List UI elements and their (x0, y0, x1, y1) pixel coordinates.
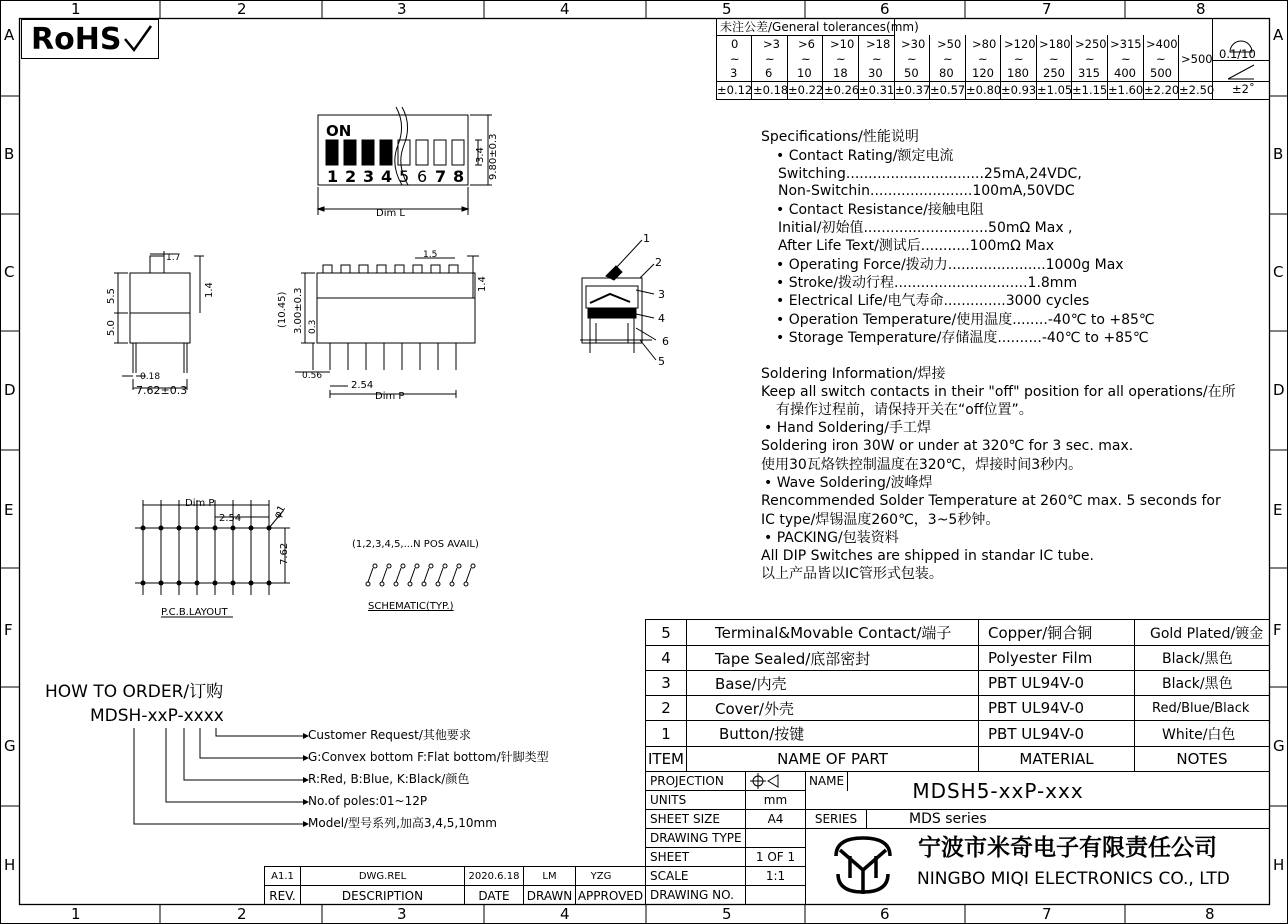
dim-label: 7.62±0.3 (136, 384, 188, 397)
soldering-line: Keep all switch contacts in their "off" position for all operations/在所 (761, 384, 1236, 400)
order-code: MDSH-xxP-xxxx (90, 706, 224, 726)
order-option: R:Red, B:Blue, K:Black/颜色 (308, 772, 470, 786)
dim-label: 5.0 (106, 320, 117, 336)
bom-material: Polyester Film (988, 649, 1093, 667)
rev-drawn: LM (542, 870, 557, 882)
bom-part-name: Terminal&Movable Contact/端子 (715, 624, 952, 642)
scale-label: SCALE (650, 869, 689, 883)
spec-line: • Contact Rating/额定电流 (776, 148, 954, 164)
bom-material: PBT UL94V-0 (988, 699, 1085, 717)
bom-item: 4 (661, 649, 671, 667)
section-callout: 1 (643, 232, 650, 245)
soldering-line: IC type/焊锡温度260℃，3~5秒钟。 (761, 512, 1000, 528)
tol-low: >50 (937, 37, 962, 51)
drawn-header: DRAWN (526, 888, 573, 903)
section-callout: 6 (662, 335, 669, 348)
scale-value: 1:1 (765, 869, 786, 883)
section-callout: 4 (658, 312, 665, 325)
tol-high: 50 (904, 66, 919, 80)
frame-col-label: 5 (722, 0, 732, 18)
company-name-en: NINGBO MIQI ELECTRONICS CO., LTD (917, 869, 1230, 889)
soldering-line: Soldering iron 30W or under at 320℃ for 3 sec. max. (761, 438, 1134, 454)
frame-col-label: 3 (397, 0, 407, 18)
switch-number: 8 (453, 167, 465, 186)
bom-notes: Black/黑色 (1162, 651, 1233, 667)
tol-value: ±0.80 (966, 83, 1002, 97)
dim-label: (10.45) (277, 291, 288, 328)
tol-low: >18 (866, 37, 891, 51)
bom-header-name: NAME OF PART (777, 750, 888, 768)
spec-line: • Operation Temperature/使用温度........-40℃ to +85℃ (776, 312, 1155, 328)
tol-high: 18 (833, 66, 848, 80)
bom-part-name: Cover/外壳 (715, 699, 794, 718)
soldering-line: • Hand Soldering/手工焊 (764, 420, 931, 436)
tol-value: ±2.50 (1179, 83, 1215, 97)
rev-date: 2020.6.18 (468, 870, 520, 882)
tol-value: ±0.31 (859, 83, 895, 97)
frame-row-label: F (4, 621, 13, 639)
sheet-size-value: A4 (767, 812, 784, 826)
order-option: No.of poles:01~12P (308, 794, 428, 808)
schematic-label: SCHEMATIC(TYP.) (368, 601, 454, 612)
description-header: DESCRIPTION (341, 888, 424, 903)
frame-col-label: 3 (397, 905, 407, 923)
series-value: MDS series (909, 811, 987, 827)
switch-number: 6 (417, 167, 428, 186)
frame-col-label: 6 (880, 0, 890, 18)
tol-value: ±0.18 (753, 83, 789, 97)
soldering-line: • PACKING/包装资料 (764, 530, 899, 546)
rohs-label: RoHS (31, 22, 122, 57)
tol-tilde: ~ (1014, 52, 1024, 66)
company-name-cn: 宁波市米奇电子有限责任公司 (918, 835, 1217, 861)
tol-tilde: ~ (1156, 52, 1166, 66)
tol-high: 180 (1007, 66, 1029, 80)
tol-low: >315 (1110, 37, 1142, 51)
dim-label: 9.80±0.3 (488, 133, 499, 180)
switch-number: 7 (435, 167, 447, 186)
tol-low: >30 (901, 37, 926, 51)
part-name-value: MDSH5-xxP-xxx (912, 778, 1084, 803)
frame-col-label: 8 (1205, 905, 1215, 923)
tol-value: ±0.22 (788, 83, 824, 97)
frame-row-label: D (1273, 381, 1285, 399)
frame-col-label: 6 (880, 905, 890, 923)
dim-label: 5.5 (106, 288, 117, 304)
approved-header: APPROVED (577, 888, 644, 903)
switch-number: 2 (345, 167, 357, 186)
switch-number: 4 (381, 167, 393, 186)
frame-col-label: 8 (1196, 0, 1206, 18)
section-callout: 2 (655, 256, 662, 269)
order-option: Customer Request/其他要求 (308, 728, 471, 742)
angle-value: ±2˚ (1232, 82, 1255, 96)
switch-number: 3 (363, 167, 375, 186)
tol-low: >120 (1004, 37, 1036, 51)
tol-tilde: ~ (1049, 52, 1059, 66)
frame-row-label: H (4, 856, 16, 874)
dim-label: 1.4 (477, 276, 488, 292)
dim-label: 1.4 (204, 282, 215, 298)
dim-label: 2.54 (351, 380, 374, 391)
tol-tilde: ~ (730, 52, 740, 66)
bom-part-name: Tape Sealed/底部密封 (715, 649, 871, 668)
tol-low: >250 (1075, 37, 1107, 51)
spec-line: Switching...............................25mA,24VDC, (778, 166, 1082, 182)
bom-item: 2 (661, 699, 671, 717)
dim-label: 7.62 (279, 542, 290, 565)
tol-value: ±0.57 (930, 83, 966, 97)
tol-tilde: ~ (978, 52, 988, 66)
spec-line: • Contact Resistance/接触电阻 (776, 202, 984, 218)
frame-row-label: F (1273, 621, 1282, 639)
frame-row-label: G (1273, 737, 1285, 755)
tol-value: ±0.12 (717, 83, 753, 97)
frame-col-label: 7 (1042, 905, 1052, 923)
bom-part-name: Button/按键 (719, 725, 805, 743)
dim-label: 1.7 (166, 253, 181, 263)
sheet-size-label: SHEET SIZE (650, 812, 720, 826)
drawing-no-label: DRAWING NO. (650, 888, 734, 902)
frame-row-label: D (4, 381, 16, 399)
tol-tilde: ~ (765, 52, 775, 66)
tol-high: 315 (1078, 66, 1100, 80)
bom-material: PBT UL94V-0 (988, 674, 1085, 692)
spec-line: Non-Switchin.......................100mA,50VDC (778, 183, 1075, 199)
bom-notes: Red/Blue/Black (1152, 700, 1250, 716)
order-title: HOW TO ORDER/订购 (45, 682, 224, 702)
switch-number: 5 (399, 167, 410, 186)
bom-header-item: ITEM (647, 750, 684, 768)
frame-row-label: E (4, 501, 14, 519)
tol-tilde: ~ (872, 52, 882, 66)
frame-col-label: 5 (722, 905, 732, 923)
sheet-value: 1 OF 1 (755, 850, 796, 864)
frame-row-label: H (1273, 856, 1285, 874)
frame-col-label: 4 (560, 0, 570, 18)
frame-row-label: C (1273, 263, 1284, 281)
dim-label: 2.54 (219, 513, 242, 524)
tol-high: 500 (1150, 66, 1172, 80)
switch-number: 1 (327, 167, 339, 186)
frame-row-label: E (1273, 501, 1283, 519)
bom-item: 5 (661, 623, 671, 642)
frame-row-label: C (4, 263, 15, 281)
rev-description: DWG.REL (358, 870, 407, 882)
dim-label: 3.00±0.3 (293, 287, 304, 334)
flatness-value: 0.1/10 (1219, 47, 1256, 61)
frame-col-label: 2 (237, 0, 247, 18)
frame-col-label: 1 (71, 905, 81, 923)
bom-material: Copper/铜合铜 (988, 624, 1093, 642)
spec-line: • Operating Force/拨动力......................1000g Max (776, 257, 1124, 273)
tol-value: ±1.05 (1037, 83, 1073, 97)
bom-header-material: MATERIAL (1019, 750, 1094, 768)
tolerance-title: 未注公差/General tolerances(mm) (720, 20, 919, 34)
dim-label: φ1 (272, 503, 289, 521)
soldering-line: 有操作过程前，请保持开关在“off位置”。 (776, 402, 1033, 418)
bom-notes: Black/黑色 (1162, 676, 1233, 692)
tol-tilde: ~ (1085, 52, 1095, 66)
frame-col-label: 1 (71, 0, 81, 18)
spec-line: After Life Text/测试后...........100mΩ Max (778, 238, 1055, 254)
tol-tilde: ~ (1121, 52, 1131, 66)
soldering-line: 以上产品皆以IC管形式包装。 (761, 566, 943, 582)
bom-notes: Gold Plated/镀金 (1150, 625, 1264, 642)
rev-approved: YZG (590, 870, 612, 882)
dim-p-label: Dim P (375, 391, 405, 402)
tol-tilde: ~ (943, 52, 953, 66)
series-label: SERIES (814, 812, 858, 826)
tol-low: >180 (1039, 37, 1071, 51)
tol-high: 250 (1043, 66, 1065, 80)
dim-label: 1.5 (423, 250, 438, 260)
dim-label: 0.56 (302, 371, 323, 381)
frame-row-label: A (4, 26, 15, 44)
dim-label: 3.4 (475, 147, 486, 163)
frame-row-label: G (4, 737, 16, 755)
bom-part-name: Base/内壳 (715, 674, 787, 693)
rev-value: A1.1 (271, 870, 294, 882)
units-value: mm (763, 793, 788, 807)
drawing-type-label: DRAWING TYPE (650, 831, 742, 845)
tol-value: ±1.60 (1108, 83, 1144, 97)
soldering-line: Rencommended Solder Temperature at 260℃ max. 5 seconds for (761, 493, 1221, 509)
soldering-line: 使用30瓦烙铁控制温度在320℃，焊接时间3秒内。 (761, 457, 1083, 473)
switch-on-label: ON (326, 122, 352, 140)
tol-low: 0 (731, 37, 739, 51)
section-callout: 3 (658, 288, 665, 301)
bom-item: 3 (661, 674, 671, 692)
rev-header: REV. (269, 888, 296, 903)
tol-high: 6 (765, 66, 773, 80)
tol-value: ±1.15 (1072, 83, 1108, 97)
tol-over: >500 (1181, 52, 1213, 66)
pcb-layout-label: P.C.B.LAYOUT (161, 607, 228, 618)
schematic-note: (1,2,3,4,5,...N POS AVAIL) (352, 539, 479, 550)
order-option: Model/型号系列,加高3,4,5,10mm (308, 816, 497, 830)
frame-row-label: B (4, 145, 15, 163)
frame-row-label: A (1273, 26, 1284, 44)
name-label: NAME (808, 774, 845, 788)
tol-low: >400 (1146, 37, 1178, 51)
frame-col-label: 7 (1042, 0, 1052, 18)
bom-item: 1 (661, 724, 671, 743)
dim-label: 0.3 (308, 319, 318, 334)
spec-line: Initial/初始值............................50mΩ Max , (778, 220, 1073, 236)
tol-value: ±2.20 (1144, 83, 1180, 97)
spec-line: • Storage Temperature/存储温度..........-40℃ to +85℃ (776, 330, 1149, 346)
tol-low: >80 (972, 37, 997, 51)
company-logo-icon (832, 834, 894, 896)
frame-row-label: B (1273, 145, 1284, 163)
frame-col-label: 2 (237, 905, 247, 923)
tol-tilde: ~ (801, 52, 811, 66)
tol-tilde: ~ (907, 52, 917, 66)
soldering-line: • Wave Soldering/波峰焊 (764, 475, 933, 491)
spec-line: • Stroke/拨动行程..............................1.8mm (776, 275, 1078, 291)
units-label: UNITS (650, 793, 687, 807)
dim-l-label: Dim L (376, 208, 405, 219)
tol-high: 30 (868, 66, 883, 80)
frame-col-label: 4 (560, 905, 570, 923)
sheet-label: SHEET (650, 850, 690, 864)
bom-material: PBT UL94V-0 (988, 724, 1085, 743)
tol-high: 400 (1114, 66, 1136, 80)
section-callout: 5 (658, 355, 665, 368)
tol-high: 10 (797, 66, 812, 80)
tol-value: ±0.37 (895, 83, 931, 97)
dim-p-label: Dim P (185, 498, 215, 509)
soldering-title: Soldering Information/焊接 (761, 366, 946, 382)
tol-low: >3 (763, 37, 780, 51)
spec-line: • Electrical Life/电气寿命..............3000 cycles (776, 293, 1090, 309)
projection-label: PROJECTION (650, 774, 724, 788)
order-option: G:Convex bottom F:Flat bottom/针脚类型 (308, 750, 549, 764)
soldering-line: All DIP Switches are shipped in standar IC tube. (761, 548, 1094, 564)
tol-high: 3 (730, 66, 738, 80)
specs-title: Specifications/性能说明 (761, 129, 919, 145)
tol-high: 120 (972, 66, 994, 80)
tol-low: >6 (798, 37, 815, 51)
tol-high: 80 (939, 66, 954, 80)
dim-label: 0.18 (140, 372, 161, 382)
tol-value: ±0.93 (1001, 83, 1037, 97)
date-header: DATE (478, 888, 510, 903)
bom-notes: White/白色 (1162, 726, 1236, 743)
tol-value: ±0.26 (824, 83, 860, 97)
tol-low: >10 (830, 37, 855, 51)
bom-header-notes: NOTES (1176, 750, 1228, 768)
tol-tilde: ~ (836, 52, 846, 66)
